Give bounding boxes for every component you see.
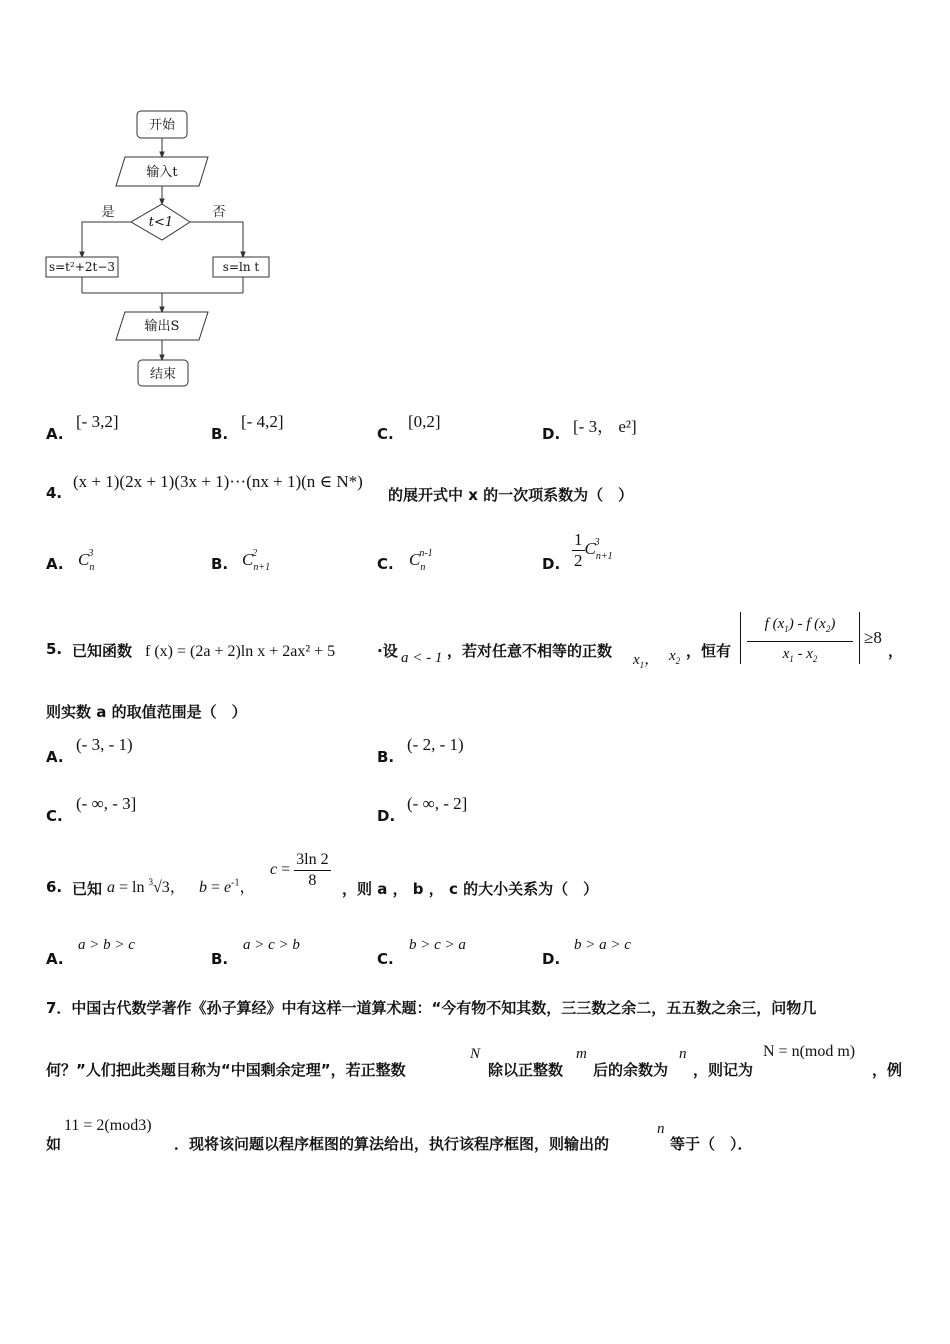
q5-option-c-text: (- ∞, - 3]: [76, 794, 137, 813]
q5-text-a: 已知函数: [72, 642, 133, 660]
q5-number: 5.: [46, 640, 63, 658]
q3-option-d-label: D.: [542, 425, 561, 443]
q7-line2-b: 除以正整数: [488, 1061, 564, 1079]
q4-number: 4.: [46, 484, 63, 502]
flow-right-process-label: s=ln t: [222, 260, 260, 274]
q5-text-c: ，若对任意不相等的正数: [447, 642, 613, 660]
q5-x2: $x_2$: [669, 648, 681, 666]
q5-inequality: ≥8: [864, 628, 882, 647]
q7-formula-2: 11 = 2(mod3): [64, 1117, 152, 1134]
q5-option-d-label: D.: [377, 807, 396, 825]
q4-option-b-text: $C_{n+1}^2$: [242, 548, 271, 573]
flow-condition-label: t<1: [148, 215, 174, 230]
q4-option-c-text: $C_n^{n-1}$: [409, 548, 433, 573]
q3-option-d-text: [- 3， e²]: [573, 417, 637, 436]
q5-option-c-label: C.: [46, 807, 63, 825]
q4-option-a-label: A.: [46, 555, 64, 573]
q6-text-a: 已知: [72, 880, 103, 898]
q6-text-b: ，则 a ， b ， c 的大小关系为（ ）: [342, 880, 599, 898]
q4-option-a-text: $C_n^3$: [78, 548, 95, 573]
q3-option-a-text: [- 3,2]: [76, 412, 119, 431]
q6-option-a-text: a > b > c: [78, 937, 135, 953]
q7-line2-c: 后的余数为: [593, 1061, 669, 1079]
flowchart: [0, 0, 320, 400]
q4-option-b-label: B.: [211, 555, 229, 573]
q7-line2-a: 何？”人们把此类题目称为“中国剩余定理”，若正整数: [46, 1061, 406, 1079]
q5-text-b: ·设: [377, 642, 398, 660]
q3-option-b-label: B.: [211, 425, 229, 443]
q6-option-d-label: D.: [542, 950, 561, 968]
q6-option-d-text: b > a > c: [574, 937, 631, 953]
q5-abs-fraction: f $(x_1)$ - f $(x_2)$ $x_1 - x_2$: [740, 612, 860, 664]
q6-option-c-text: b > c > a: [409, 937, 466, 953]
q4-text: 的展开式中 x 的一次项系数为（ ）: [388, 486, 634, 504]
q7-line2-d: ，则记为: [693, 1061, 754, 1079]
flow-input-label: 输入t: [146, 165, 178, 180]
q6-b-definition: $b = e^{-1}$，: [199, 877, 256, 896]
q3-option-c-label: C.: [377, 425, 394, 443]
flow-start-label: 开始: [148, 118, 176, 133]
q5-option-a-label: A.: [46, 748, 64, 766]
q7-line3-a: 如: [46, 1135, 62, 1153]
q5-option-b-label: B.: [377, 748, 395, 766]
q5-text-d: ，恒有: [686, 642, 732, 660]
q6-number: 6.: [46, 878, 63, 896]
flow-yes-label: 是: [101, 205, 115, 220]
flow-no-label: 否: [212, 205, 226, 220]
q6-option-a-label: A.: [46, 950, 64, 968]
q3-option-b-text: [- 4,2]: [241, 412, 284, 431]
q7-var-n: n: [679, 1046, 687, 1062]
q3-option-c-text: [0,2]: [408, 412, 441, 431]
q7-var-m: m: [576, 1046, 587, 1062]
q7-formula-1: N = n(mod m): [763, 1043, 856, 1060]
flow-output-label: 输出S: [144, 319, 180, 334]
q4-option-d-label: D.: [542, 555, 561, 573]
q6-a-definition: a = ln $^3$√3，: [107, 877, 186, 896]
q6-option-b-text: a > c > b: [243, 937, 300, 953]
q7-line1: 7．中国古代数学著作《孙子算经》中有这样一道算术题：“今有物不知其数，三三数之余二，五五数之余三，问物几: [46, 999, 817, 1017]
q5-option-a-text: (- 3, - 1): [76, 735, 133, 754]
q4-option-d-text: $\frac{1}{2}$ $C_{n+1}^3$: [574, 530, 613, 570]
q7-line3-b: ．现将该问题以程序框图的算法给出，执行该程序框图，则输出的: [174, 1135, 610, 1153]
q5-line2: 则实数 a 的取值范围是（ ）: [46, 703, 247, 721]
q7-var-N: N: [470, 1046, 481, 1062]
q6-c-definition: c = $\frac{3\ln 2}{8}$: [270, 851, 329, 889]
q6-option-c-label: C.: [377, 950, 394, 968]
q3-option-a-label: A.: [46, 425, 64, 443]
q5-text-e: ，: [888, 642, 904, 660]
flow-left-process-label: s=t²+2t−3: [48, 260, 116, 274]
q7-line2-e: ，例: [872, 1061, 903, 1079]
q7-var-n-output: n: [657, 1121, 665, 1137]
q5-x1: $x_1$，: [633, 652, 660, 670]
q4-math: (x + 1)(2x + 1)(3x + 1)···(nx + 1)(n ∈ N*): [73, 472, 363, 491]
q5-condition: a < - 1: [401, 650, 443, 666]
q5-option-d-text: (- ∞, - 2]: [407, 794, 468, 813]
q4-option-c-label: C.: [377, 555, 394, 573]
q5-function: f (x) = (2a + 2)ln x + 2ax² + 5: [145, 643, 336, 660]
q7-line3-c: 等于（ ）．: [670, 1135, 753, 1153]
q6-option-b-label: B.: [211, 950, 229, 968]
flow-end-label: 结束: [149, 367, 177, 382]
q5-option-b-text: (- 2, - 1): [407, 735, 464, 754]
